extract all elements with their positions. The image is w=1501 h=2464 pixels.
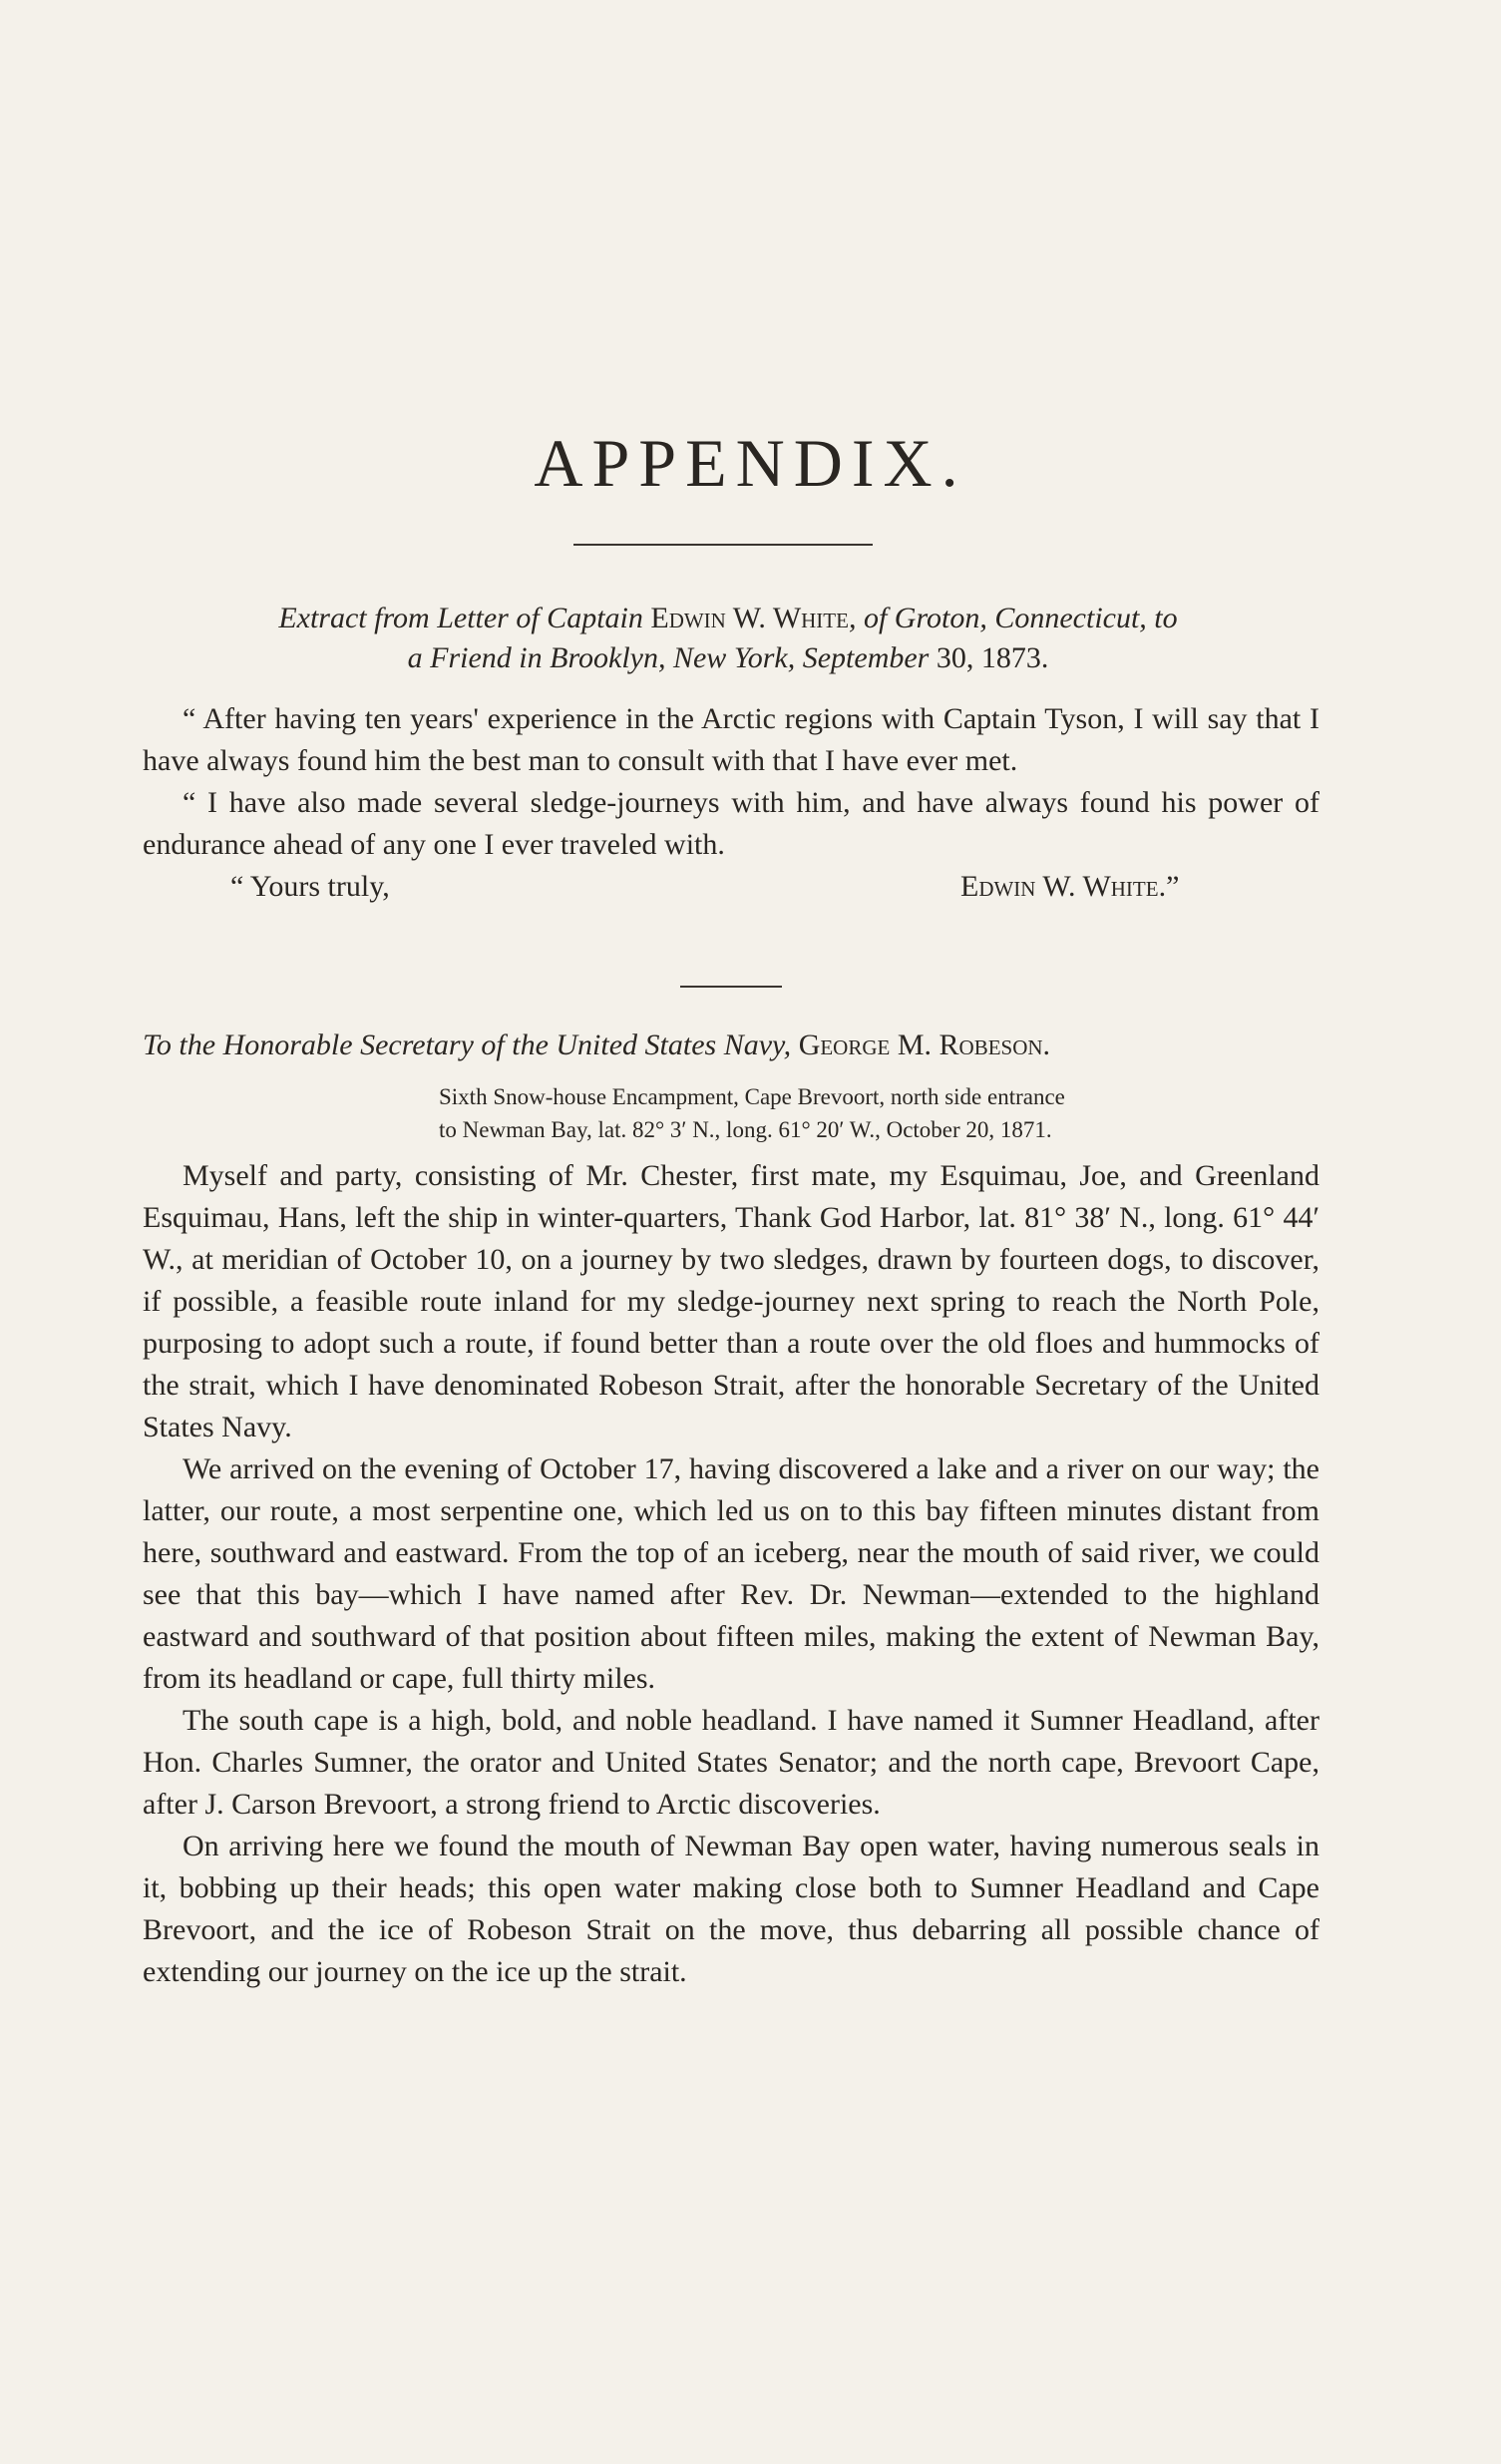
extract-heading-a: Extract from Letter of Captain	[278, 602, 643, 634]
page-title: APPENDIX.	[534, 425, 967, 501]
letter-paragraph: We arrived on the evening of October 17, having discovered a lake and a river on our way; the latter, our route, a most serpentine one, which led us on to this bay fifteen minutes distant from here, southward and eastward. From the top of an iceberg, near the mouth of said river, we could see that this bay—which I have named after Rev. Dr. Newman—extended to the highland eastward and southward of that position about fifteen miles, making the extent of Newman Bay, from its headland or cape, full thirty miles.	[143, 1452, 1319, 1695]
title-divider	[573, 544, 873, 546]
letter-body	[143, 1155, 1319, 1993]
section-divider	[680, 986, 782, 988]
extract-heading	[140, 599, 1316, 678]
extract-heading-name: Edwin W. White	[650, 602, 849, 634]
extract-paragraph: “ After having ten years' experience in the Arctic regions with Captain Tyson, I will say that I have always found him the best man to consult with that I have ever met.	[143, 702, 1319, 777]
extract-heading-c: a Friend in Brooklyn, New York, September	[407, 641, 930, 674]
address-line-2: to Newman Bay, lat. 82° 3′ N., long. 61° 20′ W., October 20, 1871.	[439, 1117, 1052, 1142]
letter-paragraph: Myself and party, consisting of Mr. Chester, first mate, my Esquimau, Joe, and Greenland Esquimau, Hans, left the ship in winter-quarters, Thank God Harbor, lat. 81° 38′ N., long. 61° 44′ W., at meridian of October 10, on a journey by two sledges, drawn by fourteen dogs, to discover, if possible, a feasible route inland for my sledge-journey next spring to reach the North Pole, purposing to adopt such a route, if found better than a route over the old floes and hummocks of the strait, which I have denominated Robeson Strait, after the honorable Secretary of the United States Navy.	[143, 1159, 1319, 1443]
letter-heading-text: To the Honorable Secretary of the United States Navy,	[143, 1028, 792, 1061]
address-line-1: Sixth Snow-house Encampment, Cape Brevoort, north side entrance	[439, 1084, 1065, 1109]
extract-signoff	[143, 866, 1319, 908]
letter-heading	[143, 1026, 1319, 1065]
letter-paragraph: On arriving here we found the mouth of Newman Bay open water, having numerous seals in it, bobbing up their heads; this open water making close both to Sumner Headland and Cape Brevoort, and the ice of Robeson Strait on the move, thus debarring all possible chance of extending our journey on the ice up the strait.	[143, 1830, 1319, 1988]
extract-heading-date: 30, 1873.	[929, 641, 1049, 674]
extract-heading-b: , of Groton, Connecticut, to	[848, 602, 1178, 634]
letter-recipient: George M. Robeson.	[791, 1028, 1051, 1061]
extract-closing: “ Yours truly,	[230, 870, 390, 903]
letter-address	[439, 1080, 1297, 1146]
letter-paragraph: The south cape is a high, bold, and noble headland. I have named it Sumner Headland, after Hon. Charles Sumner, the orator and United States Senator; and the north cape, Brevoort Cape, after J. Carson Brevoort, a strong friend to Arctic discoveries.	[143, 1704, 1319, 1821]
extract-paragraph: “ I have also made several sledge-journeys with him, and have always found his power of endurance ahead of any one I ever traveled with.	[143, 786, 1319, 861]
extract-signature: Edwin W. White.”	[960, 870, 1180, 903]
extract-body	[143, 698, 1319, 908]
